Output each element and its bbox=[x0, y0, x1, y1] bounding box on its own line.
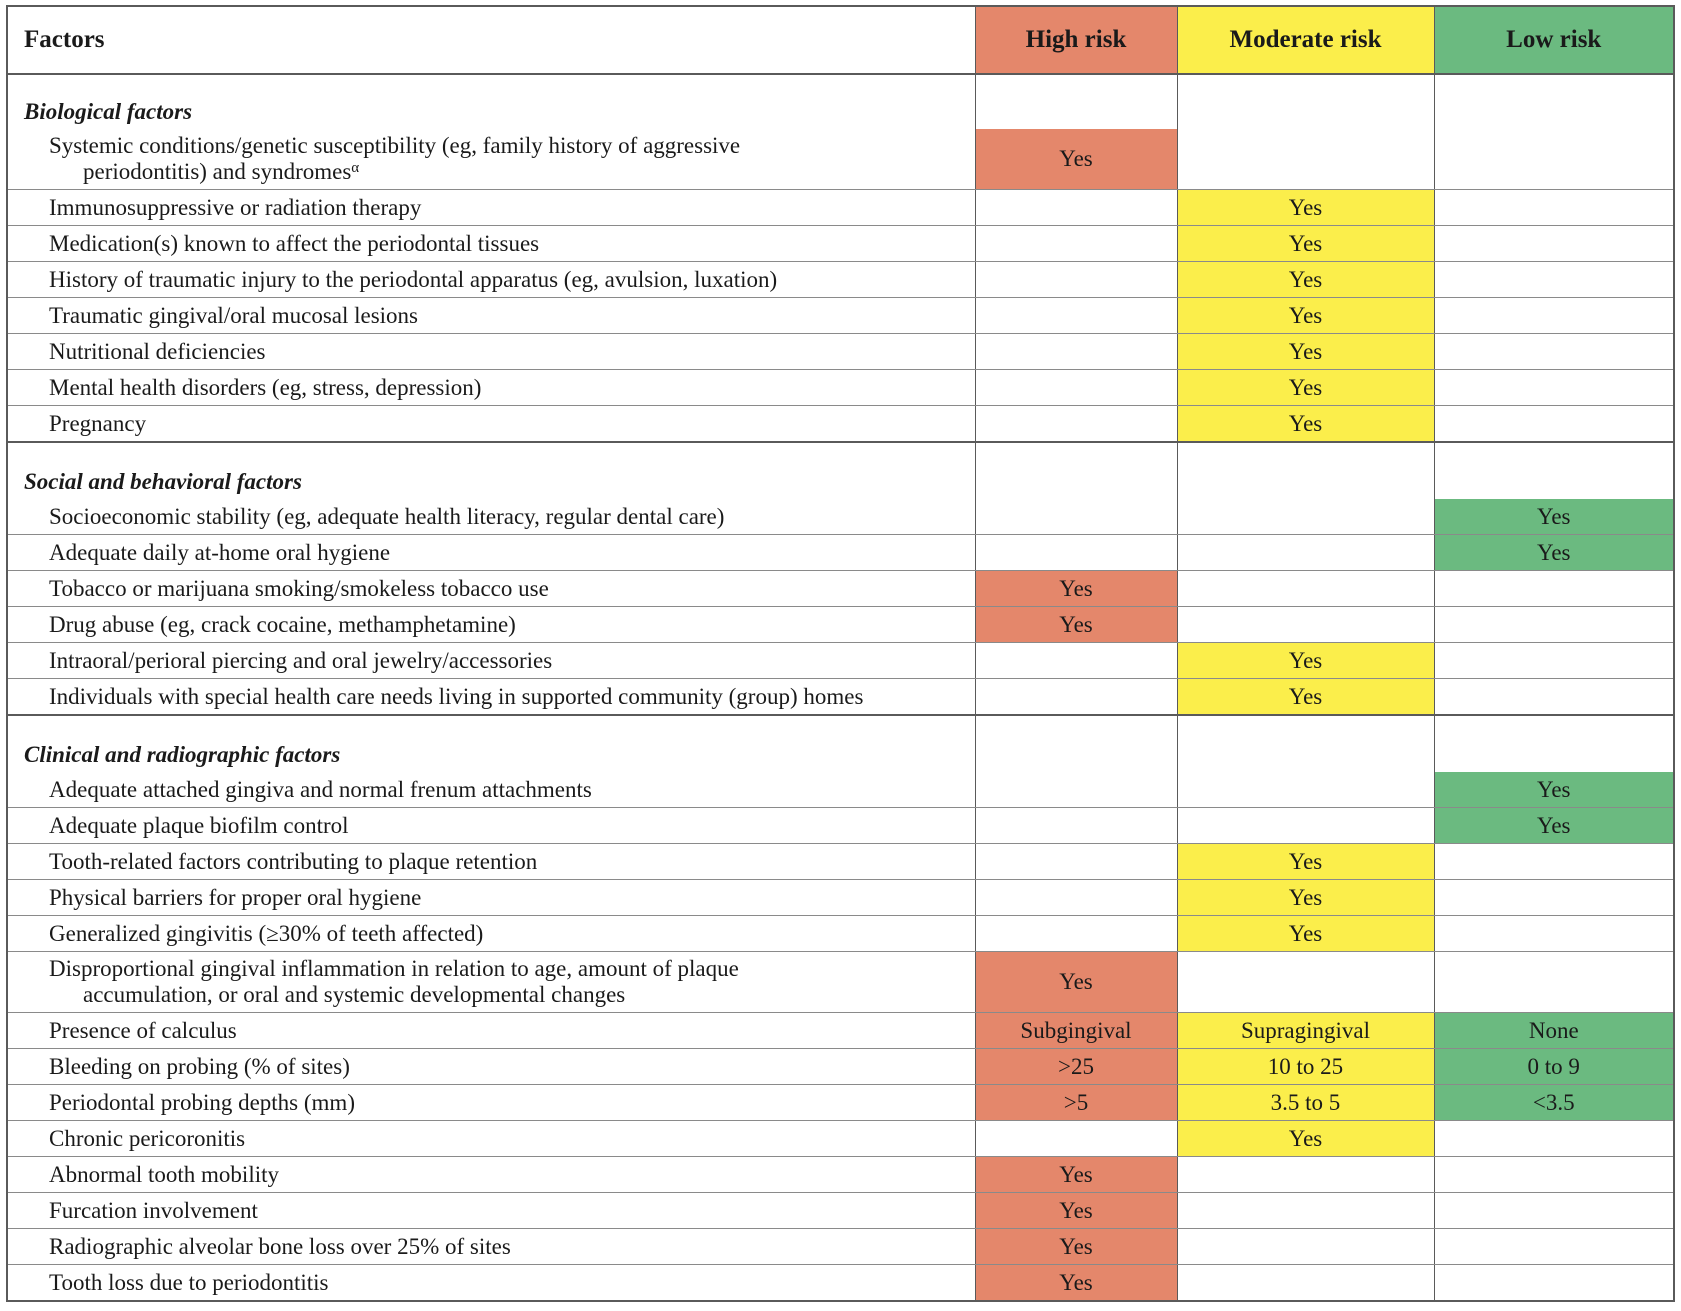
table-row bbox=[7, 1193, 1674, 1229]
table-row bbox=[7, 1085, 1674, 1121]
empty-cell bbox=[1434, 442, 1674, 499]
high-risk-cell: Yes bbox=[975, 571, 1177, 607]
moderate-risk-cell: Yes bbox=[1177, 370, 1434, 406]
low-risk-cell bbox=[1434, 370, 1674, 406]
table-row bbox=[7, 880, 1674, 916]
empty-cell bbox=[975, 74, 1177, 129]
factor-label: Mental health disorders (eg, stress, depression) bbox=[7, 370, 975, 406]
table-row bbox=[7, 1121, 1674, 1157]
low-risk-cell bbox=[1434, 1193, 1674, 1229]
moderate-risk-cell bbox=[1177, 952, 1434, 1013]
low-risk-cell: Yes bbox=[1434, 499, 1674, 535]
factor-label: Intraoral/perioral piercing and oral jewelry/accessories bbox=[7, 643, 975, 679]
table-row bbox=[7, 1157, 1674, 1193]
table-row bbox=[7, 226, 1674, 262]
moderate-risk-header: Moderate risk bbox=[1177, 6, 1434, 74]
clinical-radiographic-factors-group bbox=[7, 715, 1674, 1301]
empty-cell bbox=[1177, 715, 1434, 772]
section-heading-row bbox=[7, 715, 1674, 772]
moderate-risk-cell bbox=[1177, 1265, 1434, 1302]
table-row bbox=[7, 607, 1674, 643]
empty-cell bbox=[975, 442, 1177, 499]
moderate-risk-cell: 10 to 25 bbox=[1177, 1049, 1434, 1085]
empty-cell bbox=[1434, 74, 1674, 129]
factor-label: Pregnancy bbox=[7, 406, 975, 443]
factor-label-line2-text: accumulation, or oral and systemic developmental changes bbox=[83, 982, 626, 1007]
low-risk-cell: Yes bbox=[1434, 808, 1674, 844]
table-row bbox=[7, 1229, 1674, 1265]
high-risk-cell: >25 bbox=[975, 1049, 1177, 1085]
table-row bbox=[7, 535, 1674, 571]
high-risk-cell bbox=[975, 679, 1177, 716]
empty-cell bbox=[1434, 715, 1674, 772]
table-row bbox=[7, 406, 1674, 443]
high-risk-cell bbox=[975, 190, 1177, 226]
section-heading-row bbox=[7, 442, 1674, 499]
factor-label: Immunosuppressive or radiation therapy bbox=[7, 190, 975, 226]
factor-label-line2 bbox=[49, 982, 967, 1008]
low-risk-cell bbox=[1434, 679, 1674, 716]
low-risk-cell bbox=[1434, 1229, 1674, 1265]
section-title: Social and behavioral factors bbox=[7, 442, 975, 499]
moderate-risk-cell bbox=[1177, 129, 1434, 190]
low-risk-cell bbox=[1434, 952, 1674, 1013]
table-row bbox=[7, 772, 1674, 808]
moderate-risk-cell: Yes bbox=[1177, 190, 1434, 226]
low-risk-cell bbox=[1434, 129, 1674, 190]
table-row bbox=[7, 129, 1674, 190]
footnote-marker: α bbox=[351, 160, 360, 176]
table-row bbox=[7, 298, 1674, 334]
moderate-risk-cell: Yes bbox=[1177, 262, 1434, 298]
empty-cell bbox=[975, 715, 1177, 772]
low-risk-cell: Yes bbox=[1434, 535, 1674, 571]
factor-label: Medication(s) known to affect the periodontal tissues bbox=[7, 226, 975, 262]
low-risk-cell bbox=[1434, 916, 1674, 952]
table-row bbox=[7, 844, 1674, 880]
risk-factor-table bbox=[6, 5, 1675, 1302]
table-row bbox=[7, 370, 1674, 406]
high-risk-cell: Yes bbox=[975, 1193, 1177, 1229]
factor-label: Bleeding on probing (% of sites) bbox=[7, 1049, 975, 1085]
table-row bbox=[7, 808, 1674, 844]
high-risk-cell bbox=[975, 643, 1177, 679]
table-row bbox=[7, 262, 1674, 298]
high-risk-cell bbox=[975, 772, 1177, 808]
moderate-risk-cell: Yes bbox=[1177, 844, 1434, 880]
table-row bbox=[7, 1265, 1674, 1302]
high-risk-cell: Yes bbox=[975, 607, 1177, 643]
moderate-risk-cell: 3.5 to 5 bbox=[1177, 1085, 1434, 1121]
moderate-risk-cell: Supragingival bbox=[1177, 1013, 1434, 1049]
high-risk-cell bbox=[975, 226, 1177, 262]
empty-cell bbox=[1177, 74, 1434, 129]
high-risk-cell bbox=[975, 535, 1177, 571]
factor-label: Physical barriers for proper oral hygiene bbox=[7, 880, 975, 916]
low-risk-cell bbox=[1434, 226, 1674, 262]
high-risk-cell: >5 bbox=[975, 1085, 1177, 1121]
empty-cell bbox=[1177, 442, 1434, 499]
factor-label: Generalized gingivitis (≥30% of teeth affected) bbox=[7, 916, 975, 952]
high-risk-cell: Yes bbox=[975, 1265, 1177, 1302]
moderate-risk-cell bbox=[1177, 535, 1434, 571]
moderate-risk-cell: Yes bbox=[1177, 916, 1434, 952]
factor-label: Tobacco or marijuana smoking/smokeless tobacco use bbox=[7, 571, 975, 607]
low-risk-cell: 0 to 9 bbox=[1434, 1049, 1674, 1085]
biological-factors-group bbox=[7, 74, 1674, 442]
moderate-risk-cell: Yes bbox=[1177, 334, 1434, 370]
factor-label: Traumatic gingival/oral mucosal lesions bbox=[7, 298, 975, 334]
factors-header: Factors bbox=[7, 6, 975, 74]
factor-label-line2 bbox=[49, 159, 967, 185]
high-risk-cell bbox=[975, 844, 1177, 880]
table-row bbox=[7, 1049, 1674, 1085]
low-risk-cell bbox=[1434, 571, 1674, 607]
high-risk-cell bbox=[975, 880, 1177, 916]
table-row bbox=[7, 499, 1674, 535]
moderate-risk-cell bbox=[1177, 1229, 1434, 1265]
section-heading-row bbox=[7, 74, 1674, 129]
table-header bbox=[7, 6, 1674, 74]
high-risk-cell bbox=[975, 808, 1177, 844]
factor-label: Radiographic alveolar bone loss over 25% of sites bbox=[7, 1229, 975, 1265]
high-risk-cell bbox=[975, 1121, 1177, 1157]
high-risk-cell bbox=[975, 334, 1177, 370]
table-row bbox=[7, 334, 1674, 370]
moderate-risk-cell: Yes bbox=[1177, 643, 1434, 679]
low-risk-cell bbox=[1434, 190, 1674, 226]
high-risk-cell bbox=[975, 499, 1177, 535]
factor-label: Adequate attached gingiva and normal frenum attachments bbox=[7, 772, 975, 808]
factor-label: Drug abuse (eg, crack cocaine, methamphetamine) bbox=[7, 607, 975, 643]
table-row bbox=[7, 679, 1674, 716]
low-risk-cell: <3.5 bbox=[1434, 1085, 1674, 1121]
high-risk-cell bbox=[975, 262, 1177, 298]
low-risk-cell bbox=[1434, 844, 1674, 880]
high-risk-cell bbox=[975, 916, 1177, 952]
low-risk-cell bbox=[1434, 262, 1674, 298]
moderate-risk-cell bbox=[1177, 1157, 1434, 1193]
moderate-risk-cell: Yes bbox=[1177, 298, 1434, 334]
factor-label: Adequate daily at-home oral hygiene bbox=[7, 535, 975, 571]
factor-label: Periodontal probing depths (mm) bbox=[7, 1085, 975, 1121]
low-risk-cell bbox=[1434, 406, 1674, 443]
low-risk-cell bbox=[1434, 1265, 1674, 1302]
factor-label: Furcation involvement bbox=[7, 1193, 975, 1229]
section-title: Biological factors bbox=[7, 74, 975, 129]
moderate-risk-cell: Yes bbox=[1177, 406, 1434, 443]
table-row bbox=[7, 1013, 1674, 1049]
high-risk-cell bbox=[975, 370, 1177, 406]
table-row bbox=[7, 916, 1674, 952]
high-risk-cell bbox=[975, 298, 1177, 334]
moderate-risk-cell bbox=[1177, 808, 1434, 844]
factor-label-line2-text: periodontitis) and syndromes bbox=[83, 159, 352, 184]
factor-label: Chronic pericoronitis bbox=[7, 1121, 975, 1157]
section-title: Clinical and radiographic factors bbox=[7, 715, 975, 772]
factor-label: Tooth-related factors contributing to plaque retention bbox=[7, 844, 975, 880]
high-risk-header: High risk bbox=[975, 6, 1177, 74]
high-risk-cell: Yes bbox=[975, 1157, 1177, 1193]
high-risk-cell: Yes bbox=[975, 1229, 1177, 1265]
high-risk-cell: Subgingival bbox=[975, 1013, 1177, 1049]
low-risk-cell bbox=[1434, 643, 1674, 679]
high-risk-cell: Yes bbox=[975, 129, 1177, 190]
moderate-risk-cell: Yes bbox=[1177, 880, 1434, 916]
low-risk-cell bbox=[1434, 1121, 1674, 1157]
factor-label: Adequate plaque biofilm control bbox=[7, 808, 975, 844]
moderate-risk-cell: Yes bbox=[1177, 1121, 1434, 1157]
moderate-risk-cell bbox=[1177, 1193, 1434, 1229]
low-risk-header: Low risk bbox=[1434, 6, 1674, 74]
moderate-risk-cell bbox=[1177, 499, 1434, 535]
factor-label bbox=[7, 129, 975, 190]
moderate-risk-cell: Yes bbox=[1177, 226, 1434, 262]
moderate-risk-cell bbox=[1177, 571, 1434, 607]
table-row bbox=[7, 571, 1674, 607]
factor-label: Nutritional deficiencies bbox=[7, 334, 975, 370]
table-row bbox=[7, 952, 1674, 1013]
factor-label bbox=[7, 952, 975, 1013]
moderate-risk-cell bbox=[1177, 607, 1434, 643]
factor-label: Tooth loss due to periodontitis bbox=[7, 1265, 975, 1302]
table-row bbox=[7, 643, 1674, 679]
factor-label-line1: Systemic conditions/genetic susceptibility (eg, family history of aggressive bbox=[49, 133, 741, 158]
social-behavioral-factors-group bbox=[7, 442, 1674, 715]
low-risk-cell bbox=[1434, 880, 1674, 916]
low-risk-cell bbox=[1434, 298, 1674, 334]
low-risk-cell bbox=[1434, 334, 1674, 370]
low-risk-cell: Yes bbox=[1434, 772, 1674, 808]
low-risk-cell bbox=[1434, 1157, 1674, 1193]
low-risk-cell: None bbox=[1434, 1013, 1674, 1049]
factor-label: Individuals with special health care needs living in supported community (group) homes bbox=[7, 679, 975, 716]
moderate-risk-cell bbox=[1177, 772, 1434, 808]
table-row bbox=[7, 190, 1674, 226]
high-risk-cell: Yes bbox=[975, 952, 1177, 1013]
factor-label: History of traumatic injury to the periodontal apparatus (eg, avulsion, luxation) bbox=[7, 262, 975, 298]
factor-label-line1: Disproportional gingival inflammation in relation to age, amount of plaque bbox=[49, 956, 739, 981]
factor-label: Socioeconomic stability (eg, adequate health literacy, regular dental care) bbox=[7, 499, 975, 535]
low-risk-cell bbox=[1434, 607, 1674, 643]
factor-label: Abnormal tooth mobility bbox=[7, 1157, 975, 1193]
factor-label: Presence of calculus bbox=[7, 1013, 975, 1049]
moderate-risk-cell: Yes bbox=[1177, 679, 1434, 716]
high-risk-cell bbox=[975, 406, 1177, 443]
